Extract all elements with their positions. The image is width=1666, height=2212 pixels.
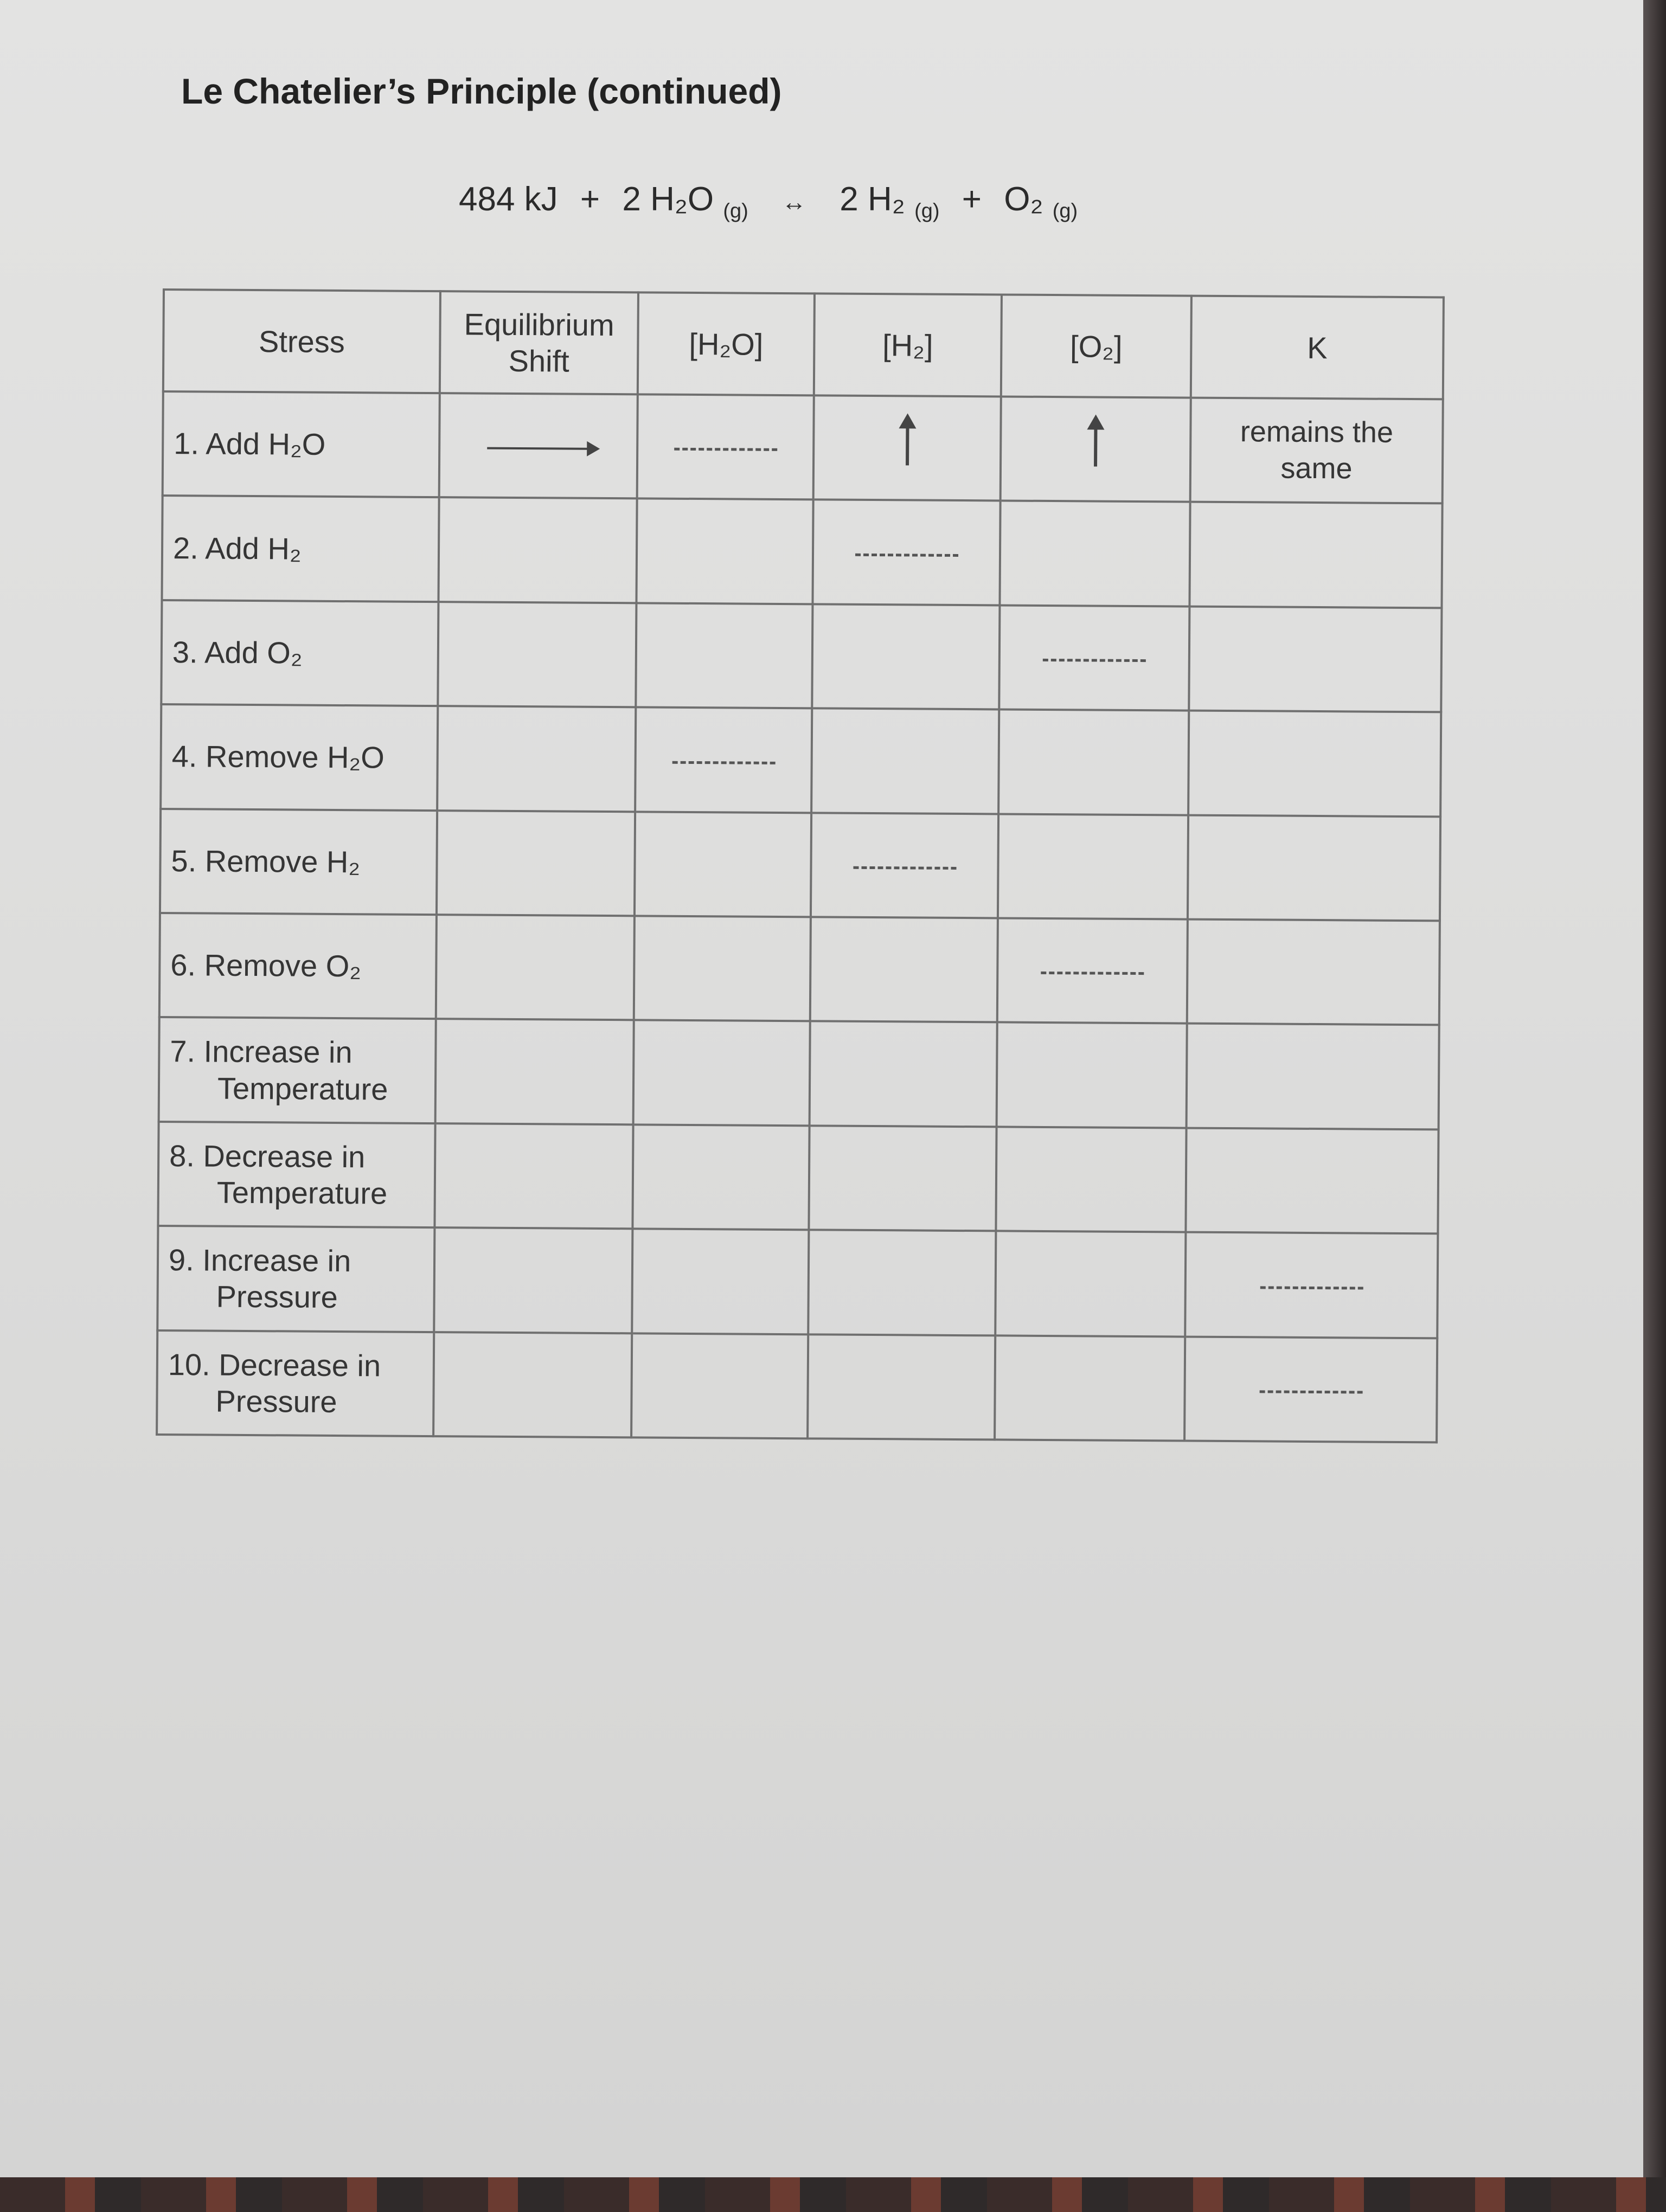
stress-label-8-line-1: 8. Decrease in <box>169 1138 366 1174</box>
table-row-10 <box>157 1330 1437 1442</box>
k-cell-10[interactable] <box>1184 1336 1437 1442</box>
equation-product-2-state: (g) <box>1052 200 1078 223</box>
stress-label-10-line-2: Pressure <box>215 1384 337 1419</box>
header-equilibrium-shift <box>440 291 638 394</box>
h2-cell-6[interactable] <box>810 917 998 1022</box>
h2-cell-2[interactable] <box>812 500 1000 605</box>
dashed-line-icon <box>674 448 777 451</box>
stress-label-7-line-1: 7. Increase in <box>170 1034 353 1070</box>
equation-energy: 484 kJ <box>459 181 558 218</box>
k-cell-9[interactable] <box>1185 1232 1438 1338</box>
stress-label-3: 3. Add O₂ <box>172 635 303 670</box>
h2-cell-8[interactable] <box>809 1126 996 1231</box>
right-arrow-icon <box>487 447 590 450</box>
equation-product-1-state: (g) <box>914 200 940 223</box>
table-row-4 <box>161 704 1441 816</box>
header-o2: [O₂] <box>1001 294 1191 397</box>
table-row-9 <box>157 1226 1438 1338</box>
dashed-line-icon <box>1041 972 1144 975</box>
table-row-7 <box>159 1017 1439 1129</box>
h2o-cell-5[interactable] <box>635 812 811 917</box>
shift-cell-2[interactable] <box>438 498 637 603</box>
shift-cell-5[interactable] <box>437 811 635 916</box>
equation-reactant-state: (g) <box>723 200 748 223</box>
k-value-line-1: remains the <box>1240 415 1394 449</box>
o2-cell-4[interactable] <box>998 710 1189 815</box>
stress-table-wrapper <box>156 288 1443 1443</box>
header-shift-line-2: Shift <box>508 343 569 378</box>
h2o-cell-10[interactable] <box>631 1333 808 1438</box>
h2-cell-3[interactable] <box>812 604 999 709</box>
equation-plus-2: + <box>962 181 982 218</box>
o2-cell-9[interactable] <box>995 1231 1186 1337</box>
table-header-row <box>163 290 1444 399</box>
header-h2o: [H₂O] <box>638 292 815 395</box>
h2o-cell-4[interactable] <box>635 708 812 813</box>
o2-cell-8[interactable] <box>996 1127 1186 1232</box>
table-row-5 <box>160 809 1440 921</box>
stress-cell-4 <box>161 704 438 811</box>
table-row-1 <box>163 391 1443 504</box>
chemical-equation <box>459 180 1078 223</box>
stress-label-4: 4. Remove H₂O <box>171 739 385 775</box>
shift-cell-4[interactable] <box>437 706 636 812</box>
stress-label-7-line-2: Temperature <box>217 1071 388 1107</box>
h2o-cell-7[interactable] <box>633 1020 810 1126</box>
shift-cell-3[interactable] <box>438 602 636 708</box>
shift-cell-6[interactable] <box>436 915 635 1020</box>
stress-label-8-line-2: Temperature <box>216 1175 388 1211</box>
h2o-cell-1[interactable] <box>637 394 814 499</box>
up-arrow-icon <box>906 424 909 465</box>
equation-plus-1: + <box>580 181 600 218</box>
table-row-8 <box>158 1122 1438 1234</box>
table-row-2 <box>162 496 1442 608</box>
h2o-cell-6[interactable] <box>634 916 811 1021</box>
h2-cell-4[interactable] <box>811 709 999 814</box>
stress-cell-8 <box>158 1122 435 1228</box>
k-cell-8[interactable] <box>1186 1128 1438 1233</box>
h2o-cell-8[interactable] <box>632 1124 809 1230</box>
header-shift-line-1: Equilibrium <box>464 307 614 342</box>
stress-label-9-line-2: Pressure <box>216 1279 338 1315</box>
up-arrow-icon <box>1094 425 1097 466</box>
shift-cell-1[interactable] <box>439 393 638 499</box>
stress-label-10-line-1: 10. Decrease in <box>168 1347 381 1383</box>
stress-cell-9 <box>157 1226 434 1332</box>
h2o-cell-3[interactable] <box>636 603 812 708</box>
page-title: Le Chatelier’s Principle (continued) <box>181 71 782 111</box>
h2-cell-10[interactable] <box>808 1334 995 1440</box>
stress-label-9-line-1: 9. Increase in <box>168 1243 351 1278</box>
shift-cell-8[interactable] <box>434 1123 633 1229</box>
k-cell-5[interactable] <box>1188 815 1440 921</box>
k-cell-7[interactable] <box>1187 1024 1439 1129</box>
o2-cell-7[interactable] <box>997 1023 1187 1128</box>
dashed-line-icon <box>1260 1286 1363 1289</box>
shift-cell-10[interactable] <box>433 1332 632 1438</box>
h2-cell-1[interactable] <box>813 395 1001 500</box>
table-row-6 <box>159 913 1440 1025</box>
dashed-line-icon <box>1043 659 1146 662</box>
shift-cell-9[interactable] <box>434 1227 632 1333</box>
bottom-desk-strip <box>0 2177 1666 2212</box>
header-k: K <box>1191 296 1444 400</box>
equation-product-2: O₂ <box>1004 181 1043 218</box>
o2-cell-3[interactable] <box>999 605 1189 711</box>
page-edge <box>1643 0 1666 2212</box>
stress-label-1: 1. Add H₂O <box>174 426 326 462</box>
stress-cell-3 <box>161 600 438 706</box>
h2o-cell-9[interactable] <box>632 1229 809 1334</box>
h2o-cell-2[interactable] <box>636 499 813 604</box>
table-row-3 <box>161 600 1441 712</box>
h2-cell-5[interactable] <box>811 813 998 918</box>
dashed-line-icon <box>672 761 775 764</box>
stress-label-5: 5. Remove H₂ <box>171 843 361 879</box>
header-stress: Stress <box>163 290 440 393</box>
k-cell-6[interactable] <box>1187 919 1440 1025</box>
equation-equilibrium-arrow: ↔ <box>781 188 807 216</box>
dashed-line-icon <box>853 866 956 870</box>
h2-cell-7[interactable] <box>810 1021 997 1127</box>
o2-cell-5[interactable] <box>998 814 1188 919</box>
stress-cell-2 <box>162 496 439 602</box>
o2-cell-1[interactable] <box>1001 396 1191 502</box>
dashed-line-icon <box>855 554 958 557</box>
o2-cell-10[interactable] <box>995 1335 1185 1441</box>
header-h2: [H₂] <box>814 293 1002 396</box>
stress-cell-7 <box>159 1017 436 1123</box>
h2-cell-9[interactable] <box>808 1230 996 1335</box>
stress-cell-10 <box>157 1330 434 1436</box>
k-cell-3[interactable] <box>1189 606 1441 712</box>
k-cell-4[interactable] <box>1188 711 1441 816</box>
shift-cell-7[interactable] <box>435 1019 634 1124</box>
stress-cell-6 <box>159 913 437 1019</box>
stress-label-2: 2. Add H₂ <box>172 530 302 566</box>
o2-cell-6[interactable] <box>997 918 1188 1024</box>
stress-table <box>156 288 1445 1443</box>
k-value-line-2: same <box>1280 452 1353 485</box>
stress-label-6: 6. Remove O₂ <box>170 948 362 983</box>
k-cell-2[interactable] <box>1189 502 1442 608</box>
stress-cell-5 <box>160 809 437 915</box>
k-cell-1[interactable] <box>1190 398 1443 504</box>
equation-product-1: 2 H₂ <box>840 181 905 218</box>
stress-cell-1 <box>163 391 440 498</box>
equation-reactant: 2 H₂O <box>622 181 714 218</box>
dashed-line-icon <box>1259 1390 1362 1393</box>
o2-cell-2[interactable] <box>999 501 1190 607</box>
